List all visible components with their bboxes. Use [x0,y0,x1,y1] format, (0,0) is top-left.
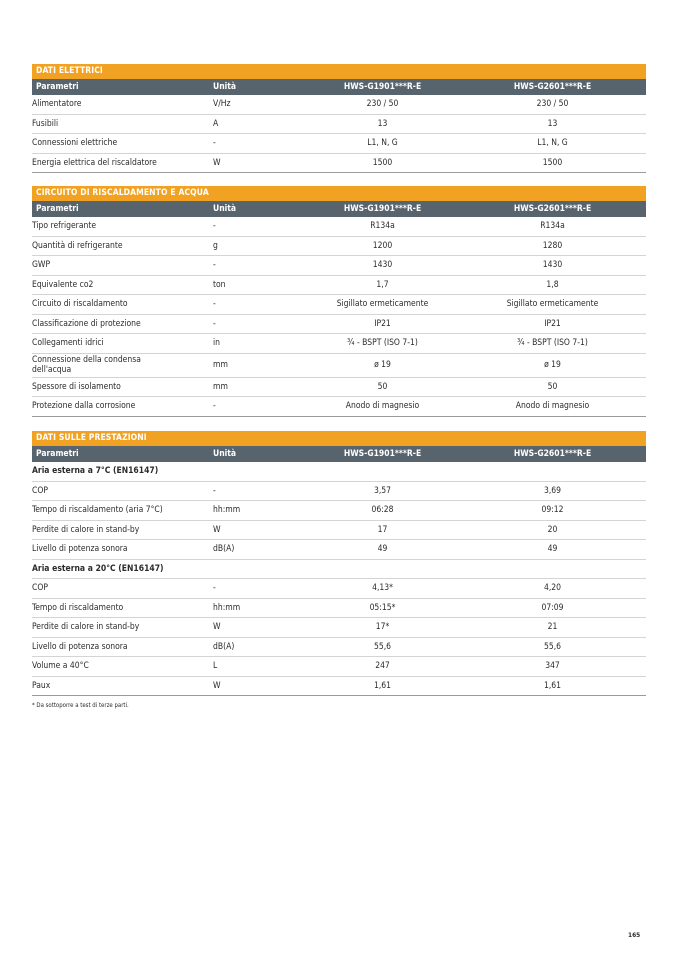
cell-value: IP21 [544,318,561,329]
cell-param: Livello di potenza sonora [32,544,128,555]
cell-value: 09:12 [541,505,564,516]
cell-value: 17 [377,524,388,535]
group-label: Aria esterna a 7°C (EN16147) [32,466,159,477]
cell-param: Alimentatore [32,99,82,110]
cell-unit: W [213,524,221,535]
cell-unit: V/Hz [213,99,231,110]
cell-param: Quantità di refrigerante [32,240,123,251]
cell-value: 17* [375,622,390,633]
cell-unit: L [213,661,218,672]
table-electric [32,64,646,173]
cell-value: 230 / 50 [366,99,399,110]
cell-value: 13 [547,118,558,129]
table-row [32,540,646,560]
cell-value: 1,61 [543,680,562,691]
cell-unit: A [213,118,219,129]
cell-value: 230 / 50 [536,99,569,110]
cell-unit: - [213,401,216,412]
cell-value: 347 [545,661,560,672]
cell-value: Sigillato ermeticamente [506,299,599,310]
cell-value: R134a [370,221,395,232]
cell-value: ø 19 [374,360,391,370]
section-title: DATI SULLE PRESTAZIONI [32,431,646,446]
cell-value: 49 [547,544,558,555]
table-row [32,134,646,154]
cell-value: ø 19 [544,360,561,370]
group-header [32,462,646,482]
cell-value: 55,6 [543,641,562,652]
cell-value: 07:09 [541,602,564,613]
table-header [32,79,646,95]
cell-value: 1200 [372,240,393,251]
cell-value: L1, N, G [367,138,398,149]
cell-value: Anodo di magnesio [345,401,420,412]
header-param: Parametri [36,82,79,92]
table-row [32,521,646,541]
cell-param: Volume a 40°C [32,661,89,672]
cell-value: L1, N, G [537,138,568,149]
cell-param: Tipo refrigerante [32,221,97,232]
cell-value: Anodo di magnesio [515,401,590,412]
cell-unit: W [213,157,221,168]
cell-unit: in [213,338,220,349]
header-param: Parametri [36,449,79,459]
cell-value: 1500 [372,157,393,168]
cell-value: 1,8 [546,279,559,290]
section-title: CIRCUITO DI RISCALDAMENTO E ACQUA [32,186,646,201]
table-row [32,95,646,115]
table-row [32,256,646,276]
cell-unit: g [213,240,218,251]
table-row [32,677,646,697]
cell-value: Sigillato ermeticamente [336,299,429,310]
cell-value: 1430 [372,260,393,271]
cell-value: 55,6 [373,641,392,652]
table-row [32,237,646,257]
header-unit: Unità [213,204,237,214]
cell-unit: W [213,622,221,633]
header-model-2: HWS-G2601***R-E [513,204,592,214]
cell-value: 20 [547,524,558,535]
cell-value: IP21 [374,318,391,329]
cell-value: 49 [377,544,388,555]
table-row [32,378,646,398]
cell-param: Tempo di riscaldamento (aria 7°C) [32,505,163,516]
header-unit: Unità [213,449,237,459]
cell-param: Fusibili [32,118,59,129]
header-unit: Unità [213,82,237,92]
table-row [32,354,646,378]
table-row [32,657,646,677]
cell-value: 1,61 [373,680,392,691]
table-row [32,638,646,658]
cell-param: Equivalente co2 [32,279,94,290]
group-label: Aria esterna a 20°C (EN16147) [32,563,164,574]
cell-value: 50 [377,381,388,392]
cell-param: Collegamenti idrici [32,338,104,349]
cell-param: Circuito di riscaldamento [32,299,128,310]
cell-unit: dB(A) [213,544,235,555]
cell-value: 247 [375,661,390,672]
table-row [32,501,646,521]
cell-value: ¾ - BSPT (ISO 7-1) [517,338,588,349]
cell-unit: mm [213,360,228,370]
cell-param: Spessore di isolamento [32,381,121,392]
cell-unit: - [213,221,216,232]
table-row [32,579,646,599]
table-row [32,217,646,237]
cell-value: 4,13* [372,583,393,594]
cell-unit: ton [213,279,226,290]
cell-unit: - [213,485,216,496]
cell-param: Perdite di calore in stand-by [32,622,140,633]
table-header [32,446,646,462]
cell-param: Classificazione di protezione [32,318,141,329]
table-row [32,397,646,417]
cell-value: R134a [540,221,565,232]
cell-value: 3,57 [373,485,392,496]
cell-unit: hh:mm [213,505,241,516]
header-model-1: HWS-G1901***R-E [343,82,422,92]
cell-param: COP [32,485,48,496]
cell-param: GWP [32,260,51,271]
section-title: DATI ELETTRICI [32,64,646,79]
cell-value: 21 [547,622,558,633]
cell-param: Energia elettrica del riscaldatore [32,157,157,168]
cell-value: 3,69 [543,485,562,496]
cell-value: 1,7 [376,279,389,290]
cell-param: COP [32,583,48,594]
cell-value: 1500 [542,157,563,168]
table-row [32,618,646,638]
cell-unit: - [213,260,216,271]
header-param: Parametri [36,204,79,214]
table-row [32,115,646,135]
table-row [32,295,646,315]
header-model-1: HWS-G1901***R-E [343,449,422,459]
cell-value: 05:15* [369,602,396,613]
table-performance [32,431,646,696]
table-row [32,334,646,354]
cell-value: 1280 [542,240,563,251]
cell-value: ¾ - BSPT (ISO 7-1) [347,338,418,349]
table-row [32,482,646,502]
page-number: 165 [628,931,641,939]
cell-param: Connessioni elettriche [32,138,118,149]
cell-unit: - [213,299,216,310]
table-row [32,276,646,296]
cell-unit: dB(A) [213,641,235,652]
cell-param: Paux [32,680,51,691]
cell-param: Livello di potenza sonora [32,641,128,652]
table-row [32,154,646,174]
table-row [32,599,646,619]
cell-unit: - [213,583,216,594]
table-header [32,201,646,217]
cell-param: Tempo di riscaldamento [32,602,124,613]
cell-value: 50 [547,381,558,392]
cell-unit: hh:mm [213,602,241,613]
cell-value: 13 [377,118,388,129]
cell-unit: mm [213,381,228,392]
table-heating [32,186,646,417]
cell-unit: W [213,680,221,691]
cell-value: 4,20 [543,583,562,594]
header-model-2: HWS-G2601***R-E [513,449,592,459]
group-header [32,560,646,580]
cell-param: Connessione della condensa dell'acqua [32,354,141,375]
header-model-2: HWS-G2601***R-E [513,82,592,92]
cell-param: Protezione dalla corrosione [32,401,136,412]
cell-param: Perdite di calore in stand-by [32,524,140,535]
cell-unit: - [213,318,216,329]
cell-value: 1430 [542,260,563,271]
header-model-1: HWS-G1901***R-E [343,204,422,214]
cell-value: 06:28 [371,505,394,516]
table-row [32,315,646,335]
cell-unit: - [213,138,216,149]
footnote: * Da sottoporre a test di terze parti. [32,702,129,709]
